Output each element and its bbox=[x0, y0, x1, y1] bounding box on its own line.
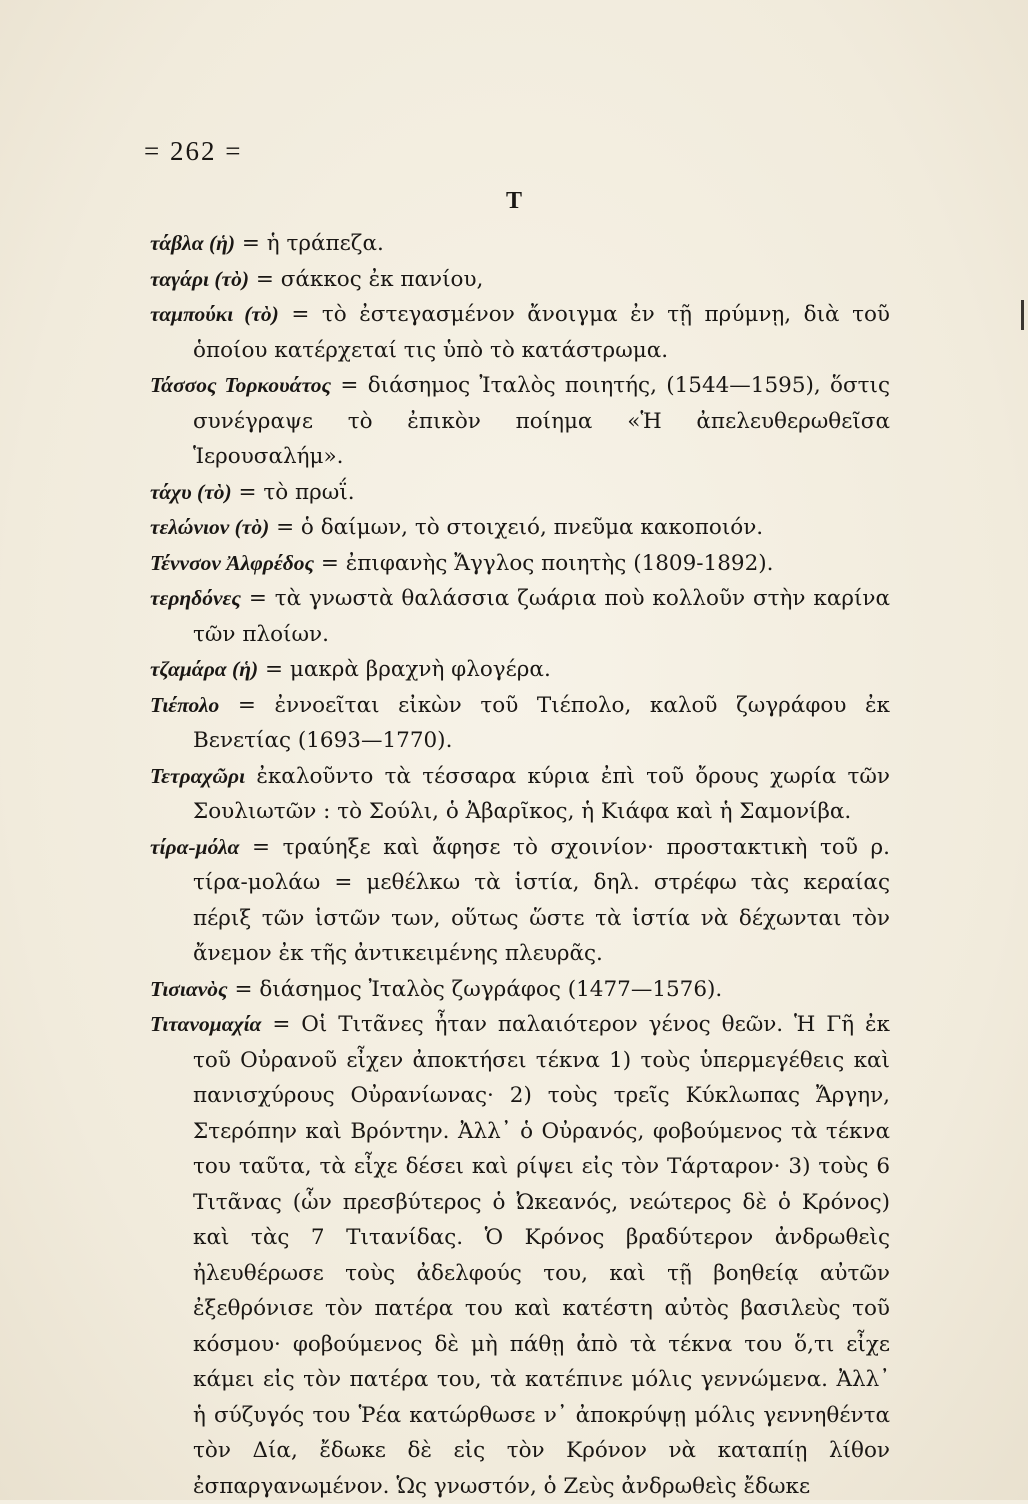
entry-definition: = τὸ ἐστεγασμένον ἄνοιγμα ἐν τῇ πρύμνῃ, διὰ τοῦ ὁποίου κατέρχεταί τις ὑπὸ τὸ κατάστρωμα. bbox=[193, 302, 890, 363]
section-letter: Τ bbox=[505, 188, 522, 214]
dictionary-entry bbox=[150, 510, 890, 546]
entry-definition: = ὁ δαίμων, τὸ στοιχειό, πνεῦμα κακοποιόν. bbox=[269, 515, 764, 540]
dictionary-entry bbox=[150, 1007, 890, 1504]
dictionary-entry bbox=[150, 830, 890, 972]
entry-headword: τάβλα (ἡ) bbox=[150, 231, 236, 255]
entry-definition: = τὰ γνωστὰ θαλάσσια ζωάρια ποὺ κολλοῦν στὴν καρίνα τῶν πλοίων. bbox=[193, 586, 890, 647]
entry-definition: ἐκαλοῦντο τὰ τέσσαρα κύρια ἐπὶ τοῦ ὄρους χωρία τῶν Σουλιωτῶν : τὸ Σούλι, ὁ Ἀβαρῖκος, ἡ Κιάφα καὶ ἡ Σαμονίβα. bbox=[193, 763, 890, 824]
dictionary-entry bbox=[150, 475, 890, 511]
dictionary-entries bbox=[150, 226, 890, 1504]
entry-definition: = ἡ τράπεζα. bbox=[235, 231, 384, 256]
entry-definition: = διάσημος Ἰταλὸς ποιητής, (1544—1595), ὅστις συνέγραψε τὸ ἐπικὸν ποίημα «Ἡ ἀπελευθερωθεῖσα Ἱερουσαλήμ». bbox=[193, 373, 890, 469]
dictionary-entry bbox=[150, 262, 890, 298]
entry-headword: Τετραχῶρι bbox=[150, 763, 246, 788]
entry-headword: Τέννσον Ἀλφρέδος bbox=[150, 550, 315, 575]
entry-definition: = διάσημος Ἰταλὸς ζωγράφος (1477—1576). bbox=[227, 976, 723, 1002]
dictionary-entry bbox=[150, 297, 890, 368]
dictionary-entry bbox=[150, 368, 890, 475]
entry-definition: = ἐπιφανὴς Ἄγγλος ποιητὴς (1809-1892). bbox=[314, 550, 774, 576]
dictionary-entry bbox=[150, 759, 890, 830]
entry-headword: Τάσσος Τορκουάτος bbox=[150, 373, 332, 397]
entry-headword: Τιέπολο bbox=[150, 692, 220, 717]
dictionary-entry bbox=[150, 972, 890, 1008]
page-number: = 262 = bbox=[144, 136, 243, 166]
entry-definition: = Οἱ Τιτᾶνες ἦταν παλαιότερον γένος θεῶν. Ἡ Γῆ ἐκ τοῦ Οὐρανοῦ εἶχεν ἀποκτήσει τέκνα 1) τοὺς ὑπερμεγέθεις καὶ πανισχύρους Οὐρανίωνας· 2) τοὺς τρεῖς Κύκλωπας Ἄργην, Στερόπην καὶ Βρόντην. Ἀλλ᾽ ὁ Οὐρανός, φοβούμενος τὰ τέκνα του ταῦτα, τὰ εἶχε δέσει καὶ ρίψει εἰς τὸν Τάρταρον· 3) τοὺς 6 Τιτᾶνας (ὧν πρεσβύτερος ὁ Ὠκεανός, νεώτερος δὲ ὁ Κρόνος) καὶ τὰς 7 Τιτανίδας. Ὁ Κρόνος βραδύτερον ἀνδρωθεὶς ἠλευθέρωσε τοὺς ἀδελφούς του, καὶ τῇ βοηθείᾳ αὐτῶν ἐξεθρόνισε τὸν πατέρα του καὶ κατέστη αὐτὸς βασιλεὺς τοῦ κόσμου· φοβούμενος δὲ μὴ πάθῃ ἀπὸ τὰ τέκνα του ὅ,τι εἶχε κάμει εἰς τὸν πατέρα του, τὰ κατέπινε μόλις γεννώμενα. Ἀλλ᾽ ἡ σύζυγός του Ῥέα κατώρθωσε ν᾽ ἀποκρύψῃ μόλις γεννηθέντα τὸν Δία, ἔδωκε δὲ εἰς τὸν Κρόνον νὰ καταπίῃ λίθον ἐσπαργανωμένον. Ὡς γνωστόν, ὁ Ζεὺς ἀνδρωθεὶς ἔδωκε bbox=[193, 1012, 890, 1499]
entry-definition: = σάκκος ἐκ πανίου, bbox=[249, 266, 484, 292]
dictionary-entry bbox=[150, 652, 890, 688]
dictionary-entry bbox=[150, 581, 890, 652]
entry-definition: = τὸ πρωΐ. bbox=[231, 479, 355, 505]
entry-headword: τίρα-μόλα bbox=[150, 834, 240, 859]
entry-headword: τερηδόνες bbox=[150, 586, 241, 610]
entry-headword: ταγάρι (τὸ) bbox=[150, 266, 250, 291]
dictionary-entry bbox=[150, 226, 890, 262]
page-edge-mark bbox=[1021, 300, 1024, 330]
dictionary-entry bbox=[150, 688, 890, 759]
entry-headword: τελώνιον (τὸ) bbox=[150, 515, 270, 539]
entry-headword: ταμπούκι (τὸ) bbox=[150, 302, 279, 326]
entry-headword: Τιτανομαχία bbox=[150, 1012, 262, 1036]
entry-definition: = τραύηξε καὶ ἄφησε τὸ σχοινίον· προστακτικὴ τοῦ ρ. τίρα-μολάω = μεθέλκω τὰ ἱστία, δηλ. στρέφω τὰς κεραίας πέριξ τῶν ἱστῶν των, οὕτως ὥστε τὰ ἱστία νὰ δέχωνται τὸν ἄνεμον ἐκ τῆς ἀντικειμένης πλευρᾶς. bbox=[193, 834, 890, 966]
entry-headword: Τισιανὸς bbox=[150, 976, 228, 1001]
entry-definition: = ἐννοεῖται εἰκὼν τοῦ Τιέπολο, καλοῦ ζωγράφου ἐκ Βενετίας (1693—1770). bbox=[193, 692, 890, 753]
entry-definition: = μακρὰ βραχνὴ φλογέρα. bbox=[258, 657, 551, 682]
entry-headword: τζαμάρα (ἡ) bbox=[150, 657, 259, 681]
entry-headword: τάχυ (τὸ) bbox=[150, 479, 232, 504]
dictionary-entry bbox=[150, 546, 890, 582]
